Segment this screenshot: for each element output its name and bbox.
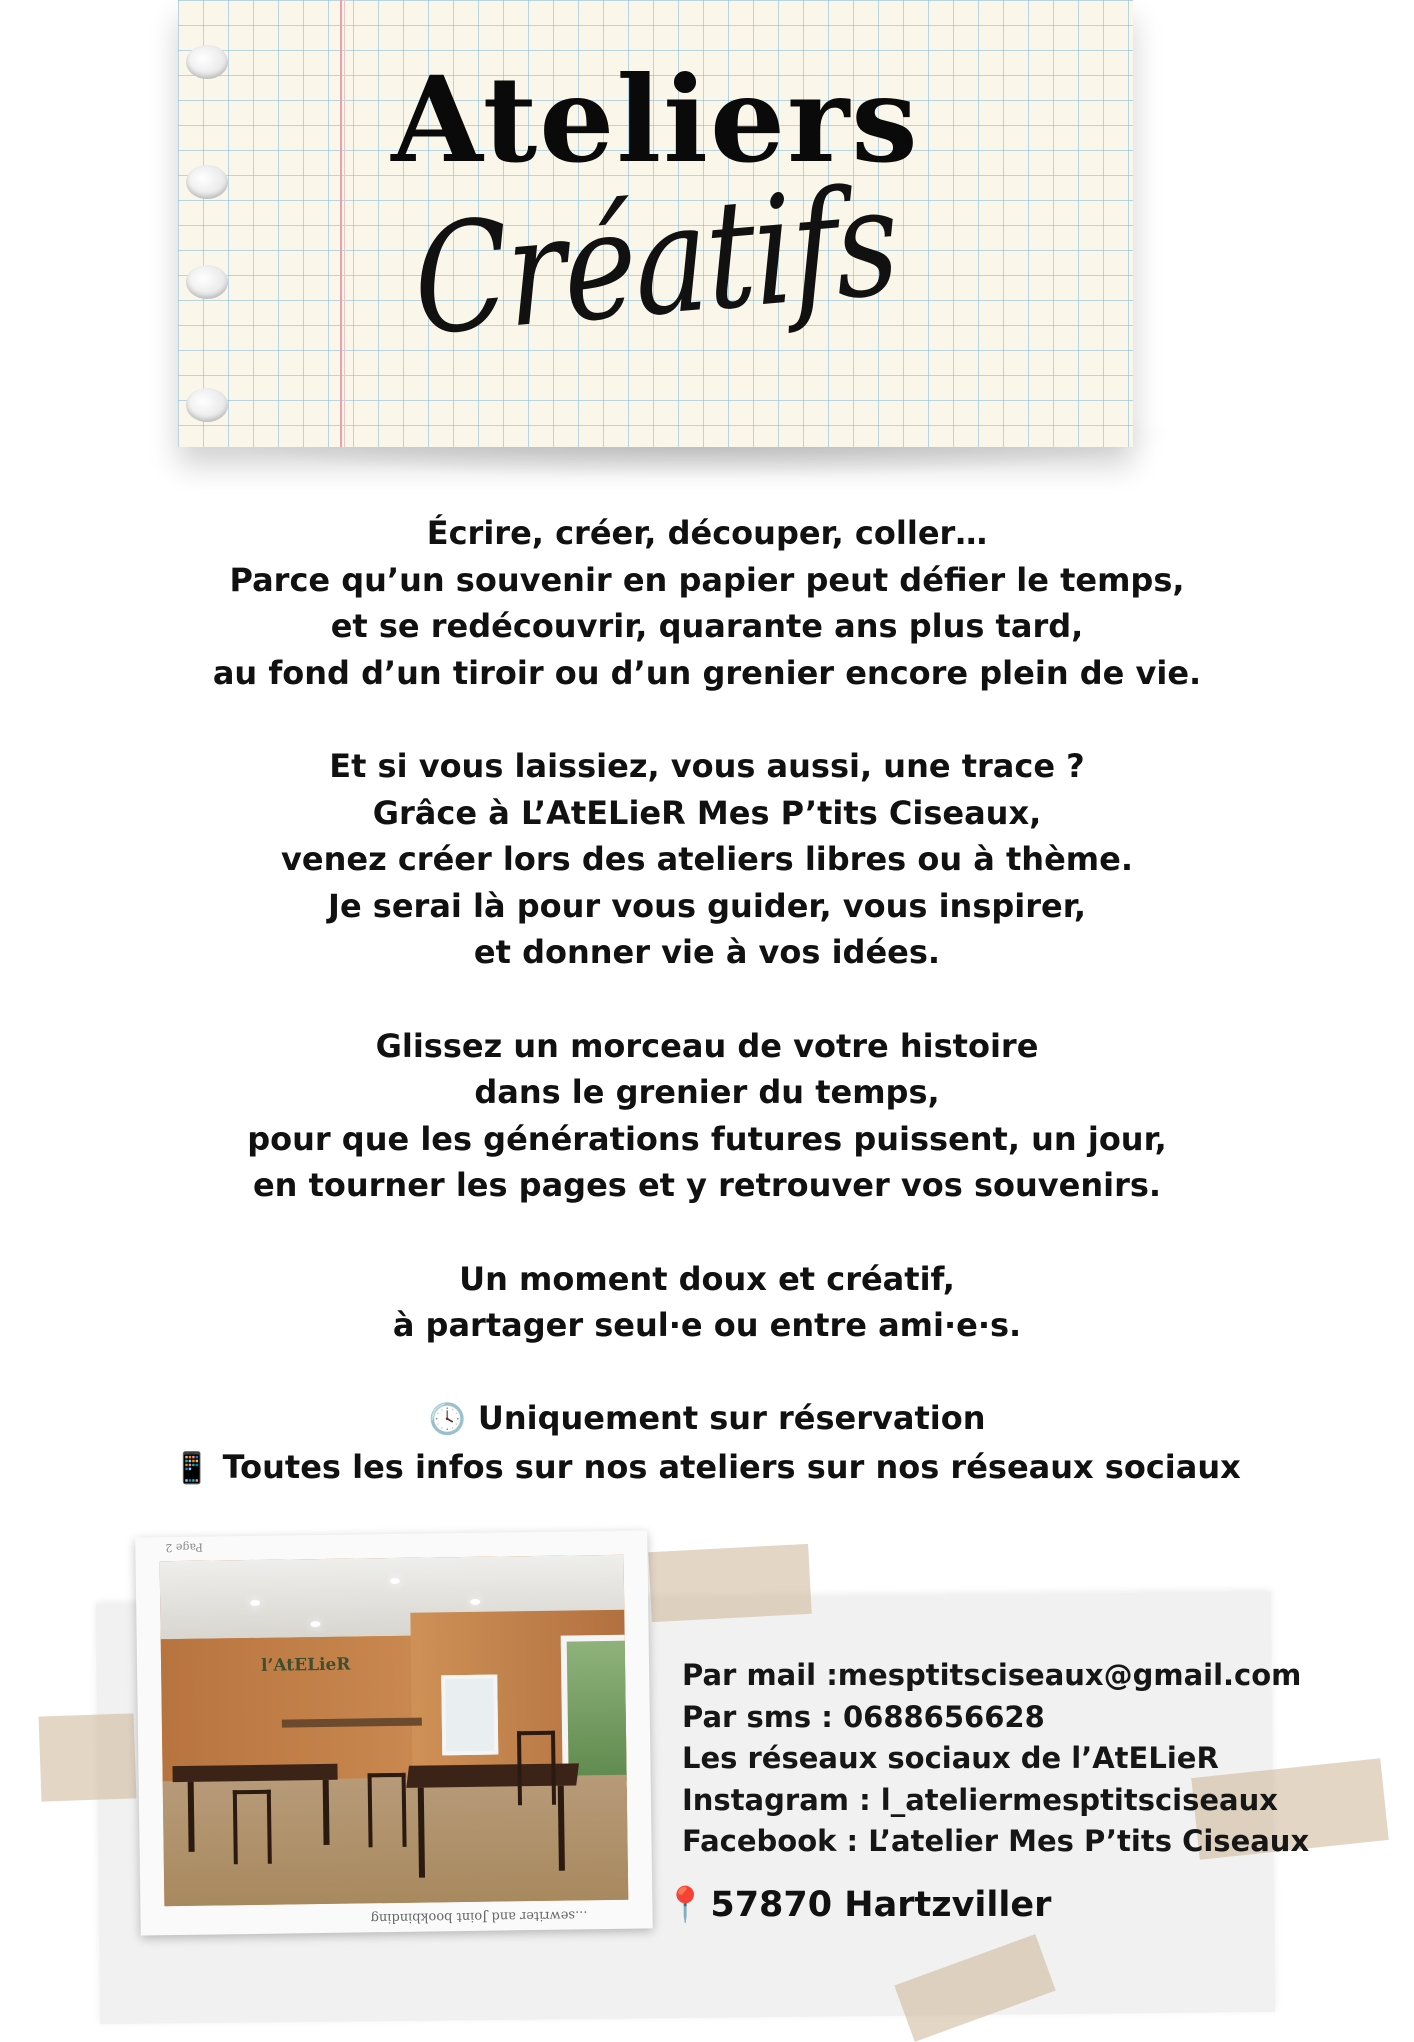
text-line: Grâce à L’AtELieR Mes P’tits Ciseaux, [372, 793, 1042, 832]
paragraph [110, 743, 1304, 976]
atelier-room-photo [160, 1555, 629, 1906]
social-text: Toutes les infos sur nos ateliers sur nos réseaux sociaux [222, 1447, 1241, 1486]
text-line: et se redécouvrir, quarante ans plus tard, [330, 607, 1084, 646]
paragraph [110, 510, 1304, 696]
phone-icon: 📱 [173, 1450, 211, 1486]
photo-caption-bottom: ...sewriter and Joint bookbinding [370, 1907, 588, 1926]
photo-caption-top: Page 2 [165, 1540, 203, 1555]
masking-tape [39, 1713, 137, 1801]
contact-social-heading: Les réseaux sociaux de l’AtELieR [682, 1741, 1219, 1775]
text-line: en tourner les pages et y retrouver vos souvenirs. [252, 1166, 1162, 1205]
contact-block [682, 1655, 1309, 1863]
pin-icon: 📍 [664, 1885, 707, 1925]
table-leg [418, 1788, 425, 1878]
clock-icon: 🕓 [428, 1402, 466, 1438]
text-line: et donner vie à vos idées. [473, 933, 941, 972]
photo-table [172, 1764, 337, 1782]
photo-chair [368, 1773, 407, 1848]
text-line: Écrire, créer, découper, coller… [426, 514, 988, 552]
intro-text [110, 510, 1304, 1492]
text-line: pour que les générations futures puissent, un jour, [247, 1119, 1167, 1158]
text-line: venez créer lors des ateliers libres ou à thème. [281, 840, 1133, 879]
contact-facebook: Facebook : L’atelier Mes P’tits Ciseaux [682, 1824, 1310, 1858]
social-line [110, 1444, 1304, 1493]
paragraph [110, 1256, 1304, 1349]
photo-chair [233, 1790, 272, 1865]
text-line: Je serai là pour vous guider, vous inspirer, [328, 886, 1086, 925]
reservation-text: Uniquement sur réservation [477, 1399, 986, 1438]
text-line: Un moment doux et créatif, [459, 1259, 955, 1298]
location-text: 57870 Hartzviller [710, 1885, 1052, 1925]
binder-hole [186, 265, 228, 299]
table-leg [188, 1782, 195, 1852]
page-title: Ateliers [391, 50, 920, 189]
text-line: Glissez un morceau de votre histoire [375, 1026, 1039, 1065]
contact-instagram: Instagram : l_ateliermesptitsciseaux [682, 1782, 1278, 1817]
binder-hole [186, 388, 228, 422]
masking-tape [648, 1544, 811, 1622]
location [664, 1885, 1051, 1925]
table-leg [558, 1786, 565, 1871]
reservation-line [110, 1395, 1304, 1444]
text-line: à partager seul·e ou entre ami·e·s. [392, 1306, 1022, 1345]
info-block [110, 1395, 1304, 1492]
atelier-photo-frame [135, 1530, 653, 1935]
text-line: au fond d’un tiroir ou d’un grenier encore plein de vie. [212, 653, 1202, 692]
paragraph [110, 1023, 1304, 1209]
text-line: Et si vous laissiez, vous aussi, une trace ? [329, 746, 1085, 785]
contact-mail: Par mail :mesptitsciseaux@gmail.com [682, 1658, 1302, 1692]
atelier-wall-sign: l’AtELieR [260, 1654, 351, 1676]
notebook-header-card [178, 0, 1133, 447]
contact-sms: Par sms : 0688656628 [682, 1699, 1045, 1734]
page-subtitle: Créatifs [409, 154, 902, 370]
table-leg [323, 1780, 330, 1845]
text-line: dans le grenier du temps, [474, 1073, 940, 1112]
photo-window [441, 1675, 498, 1756]
photo-chair [517, 1731, 556, 1806]
text-line: Parce qu’un souvenir en papier peut défier le temps, [229, 560, 1185, 599]
